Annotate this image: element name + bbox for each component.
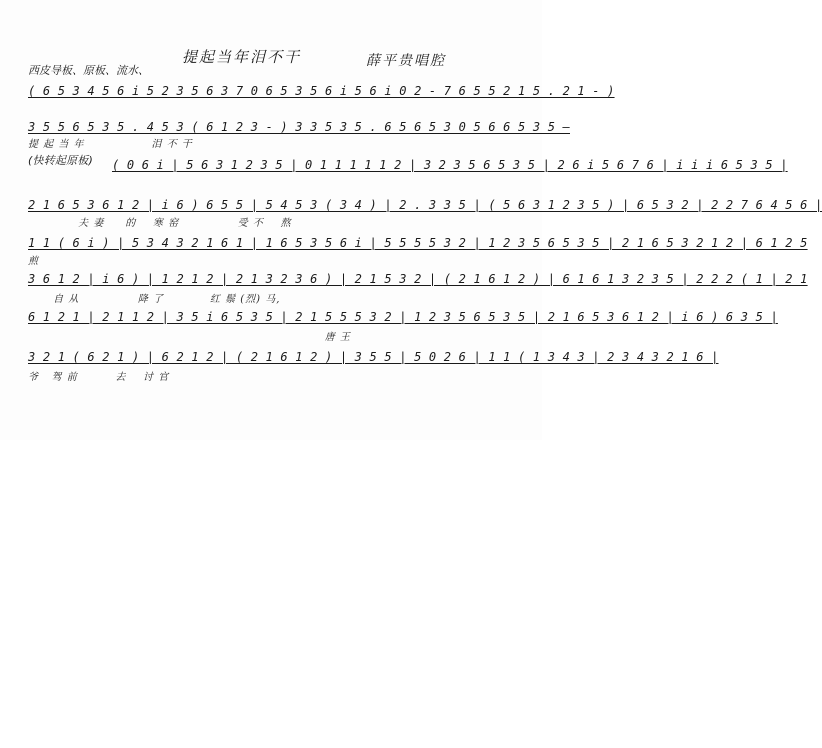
notation-line: 3 2 1 ( 6 2 1 ) | 6 2 1 2 | ( 2 1 6 1 2 ) | 3 5 5 | 5 0 2 6 | 1 1 ( 1 3 4 3 | 2 3 4 3 2 1 6 | (28, 350, 719, 364)
lyric-line: 煎 (28, 256, 39, 267)
notation-line: ( 6 5 3 4 5 6 i 5 2 3 5 6 3 7 0 6 5 3 5 6 i 5 6 i 0 2 - 7 6 5 5 2 1 5 . 2 1 - ) (28, 84, 615, 98)
aria-label: 薛平贵唱腔 (366, 53, 446, 69)
tempo-subtitle: 西皮导板、原板、流水、 (28, 64, 149, 77)
notation-line: 3 6 1 2 | i 6 ) | 1 2 1 2 | 2 1 3 2 3 6 ) | 2 1 5 3 2 | ( 2 1 6 1 2 ) | 6 1 6 1 3 2 3 5 | 2 2 2 ( 1 | 2 1 (28, 272, 808, 286)
notation-line: 2 1 6 5 3 6 1 2 | i 6 ) 6 5 5 | 5 4 5 3 ( 3 4 ) | 2 . 3 3 5 | ( 5 6 3 1 2 3 5 ) | 6 5 3 2 | 2 2 7 6 4 5 6 | (28, 198, 822, 212)
notation-line: ( 0 6 i | 5 6 3 1 2 3 5 | 0 1 1 1 1 1 2 | 3 2 3 5 6 5 3 5 | 2 6 i 5 6 7 6 | i i i 6 5 3 5 | (112, 158, 788, 172)
lyric-line: 自 从 降 了 红 鬃 (烈) 马, (28, 294, 281, 305)
lyric-line: 提 起 当 年 泪 不 干 (28, 139, 193, 150)
lyric-line: 唐 王 (28, 332, 351, 343)
lyric-line: 夫 妻 的 寒 窑 受 不 熬 (28, 218, 292, 229)
notation-line: 6 1 2 1 | 2 1 1 2 | 3 5 i 6 5 3 5 | 2 1 5 5 5 3 2 | 1 2 3 5 6 5 3 5 | 2 1 6 5 3 6 1 2 | i 6 ) 6 3 5 | (28, 310, 778, 324)
page-title: 提起当年泪不干 (182, 48, 302, 66)
notation-line: 3 5 5 6 5 3 5 . 4 5 3 ( 6 1 2 3 - ) 3 3 5 3 5 . 6 5 6 5 3 0 5 6 6 5 3 5 — (28, 120, 570, 134)
lyric-line: 爷 驾 前 去 讨 官 (28, 372, 170, 383)
notation-line: 1 1 ( 6 i ) | 5 3 4 3 2 1 6 1 | 1 6 5 3 5 6 i | 5 5 5 5 3 2 | 1 2 3 5 6 5 3 5 | 2 1 6 5 3 2 1 2 | 6 1 2 5 (28, 236, 808, 250)
section-label: (快转起原板) (28, 154, 93, 167)
